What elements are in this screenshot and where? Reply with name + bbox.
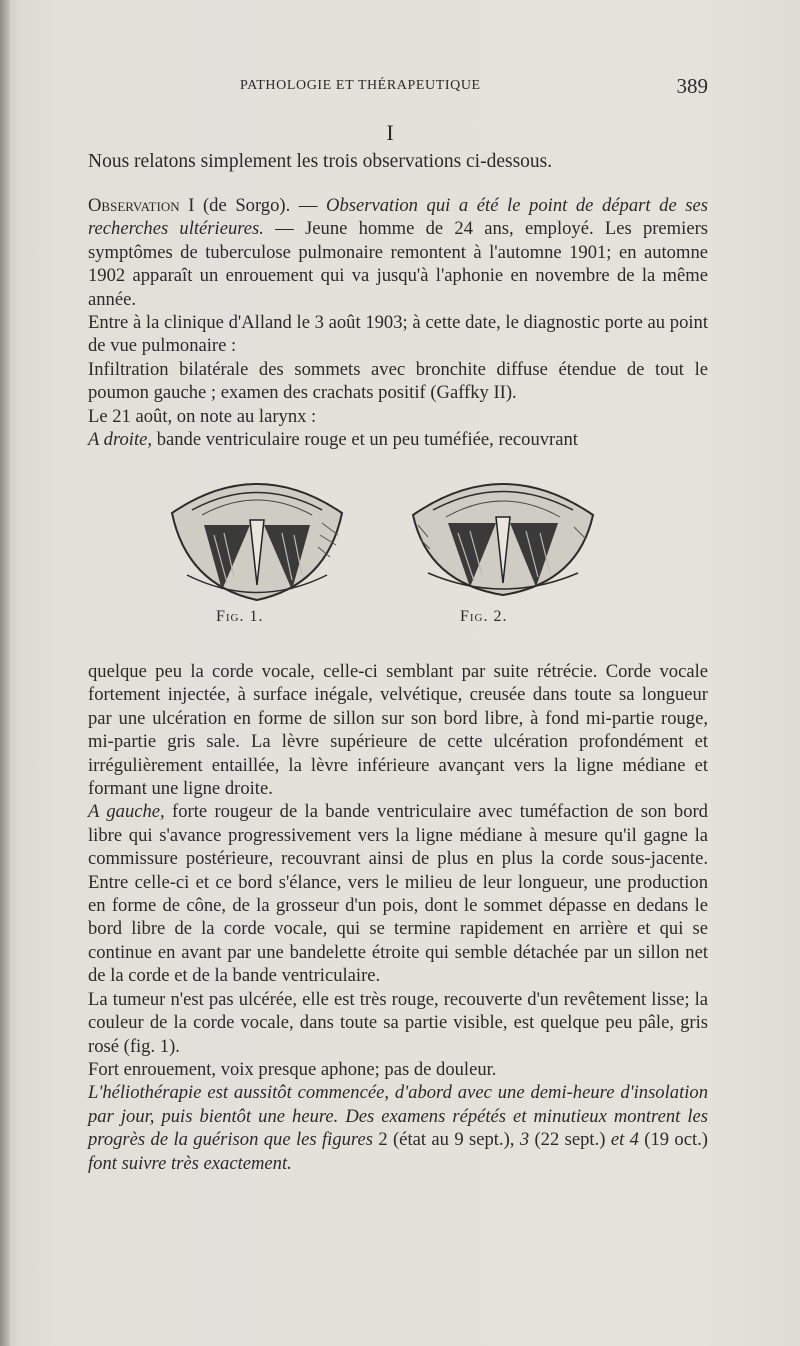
page-number: 389 <box>676 74 708 98</box>
conclusion-et: et <box>610 1129 625 1151</box>
running-title: PATHOLOGIE ET THÉRAPEUTIQUE <box>240 78 481 93</box>
observation-number: I (de Sorgo). — <box>179 195 327 216</box>
conclusion-fig3-date: (22 sept.) <box>529 1129 611 1151</box>
paragraph-gauche <box>88 800 708 987</box>
gauche-label: A gauche, <box>88 801 165 823</box>
intro-paragraph <box>88 150 708 173</box>
figure-2-caption-number: 2. <box>493 608 508 625</box>
conclusion-fig4-date: (19 oct.) <box>638 1129 708 1151</box>
figure-2 <box>398 465 608 605</box>
figure-1-caption-number: 1. <box>249 608 264 625</box>
paragraph-conclusion <box>88 1081 708 1175</box>
body-block <box>88 660 708 1175</box>
observation-text: — Jeune homme de 24 ans, employé. Les premiers symptômes de tuberculose pulmonaire remontent à l'automne 1901; en automne 1902 apparaît un enrouement qui va jusqu'à l'aphonie en novembre de la même année. <box>88 218 708 310</box>
conclusion-fig4: 4 <box>624 1129 639 1151</box>
intro-block <box>88 150 708 173</box>
droite-text: bande ventriculaire rouge et un peu tuméfiée, recouvrant <box>152 429 578 451</box>
observation-block <box>88 194 708 451</box>
paragraph-tumeur: La tumeur n'est pas ulcérée, elle est très rouge, recouverte d'un revêtement lisse; la couleur de la corde vocale, dans toute sa partie visible, est quelque peu pâle, gris rosé (fig. 1). <box>88 988 708 1057</box>
conclusion-italic-2: font suivre très exactement. <box>88 1152 292 1174</box>
gauche-text: forte rougeur de la bande ventriculaire avec tuméfaction de son bord libre qui s'avance progressivement vers la ligne médiane à mesure qu'il gagne la commissure postérieure, recouvrant ainsi de plus en plus la corde sous-jacente. Entre celle-ci et ce bord s'élance, vers le milieu de leur longueur, une production en forme de cône, de la grosseur d'un pois, dont le sommet dépasse en dedans le bord libre de la corde vocale, qui se termine rapidement en arrière et qui se continue en avant par une bandelette étroite qui semble détachée par un sillon net de la corde et de la bande ventriculaire. <box>88 801 708 987</box>
paragraph-droite <box>88 428 708 451</box>
conclusion-fig3: 3 <box>519 1129 530 1151</box>
running-header <box>88 74 708 100</box>
figure-1-caption-prefix: Fig. <box>216 608 245 625</box>
figure-1 <box>152 465 362 605</box>
droite-label: A droite, <box>88 429 153 451</box>
page-edge <box>0 0 10 1346</box>
larynx-illustration-2 <box>398 465 608 605</box>
observation-paragraph <box>88 194 708 311</box>
paragraph-enrouement: Fort enrouement, voix presque aphone; pas de douleur. <box>88 1058 497 1080</box>
figure-1-caption <box>216 608 264 626</box>
figure-2-caption-prefix: Fig. <box>460 608 489 625</box>
figure-2-caption <box>460 608 508 626</box>
intro-text: Nous relatons simplement les trois observations ci-dessous. <box>88 151 553 172</box>
section-number: I <box>386 120 394 145</box>
conclusion-fig2: 2 (état au 9 sept.), <box>372 1129 520 1151</box>
conclusion-italic-1: L'héliothérapie est aussitôt commencée, d'abord avec une demi-heure d'insolation par jour, puis bientôt une heure. Des examens répétés et minutieux montrent les progrès de la guérison que les figures <box>88 1082 708 1151</box>
observation-italic-title: Observation qui a été le point de départ de ses recherches ultérieures. <box>88 195 709 240</box>
paragraph-clinique: Entre à la clinique d'Alland le 3 août 1903; à cette date, le diagnostic porte au point de vue pulmonaire : <box>88 312 708 357</box>
paragraph-infiltration: Infiltration bilatérale des sommets avec bronchite diffuse étendue de tout le poumon gauche ; examen des crachats positif (Gaffky II). <box>88 358 708 404</box>
figures-row <box>88 465 708 640</box>
observation-label: Observation <box>88 195 180 216</box>
larynx-illustration-1 <box>152 465 362 605</box>
paragraph-continuation: quelque peu la corde vocale, celle-ci semblant par suite rétrécie. Corde vocale fortement injectée, à surface inégale, velvétique, creusée dans toute sa longueur par une ulcération en forme de sillon sur son bord libre, à fond mi-partie rouge, mi-partie gris sale. La lèvre supérieure de cette ulcération profondément et irrégulièrement entaillée, la lèvre inférieure avançant vers la ligne médiane et formant une ligne droite. <box>88 661 708 800</box>
paragraph-larynx: Le 21 août, on note au larynx : <box>88 405 317 427</box>
